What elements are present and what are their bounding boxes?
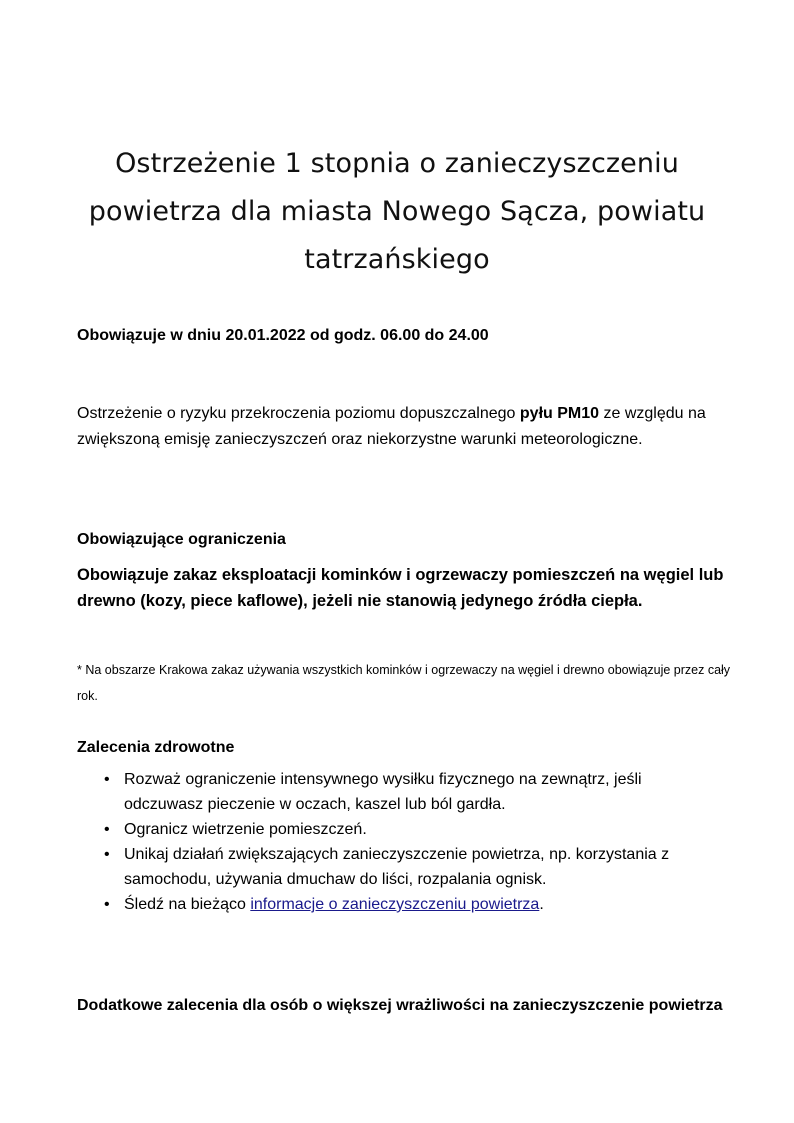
- list-item-text-before: Śledź na bieżąco: [124, 896, 251, 913]
- document-title: Ostrzeżenie 1 stopnia o zanieczyszczeniu powietrza dla miasta Nowego Sącza, powiatu tatrzańskiego: [88, 148, 706, 275]
- list-item: [100, 767, 700, 817]
- health-recommendations-list: [100, 767, 700, 917]
- restrictions-body: Obowiązuje zakaz eksploatacji kominków i ogrzewaczy pomieszczeń na węgiel lub drewno (kozy, piece kaflowe), jeżeli nie stanowią jedynego źródła ciepła.: [77, 566, 724, 610]
- list-item-text: Ogranicz wietrzenie pomieszczeń.: [124, 821, 367, 838]
- intro-text-after: ze względu na zwiększoną emisję zanieczyszczeń oraz niekorzystne warunki meteorologiczne.: [77, 405, 706, 448]
- bullet-icon: •: [104, 821, 110, 838]
- krakow-note: * Na obszarze Krakowa zakaz używania wszystkich kominków i ogrzewaczy na węgiel i drewno obowiązuje przez cały rok.: [77, 663, 731, 703]
- bullet-icon: •: [104, 846, 110, 863]
- list-item: [100, 817, 700, 842]
- validity-period: Obowiązuje w dniu 20.01.2022 od godz. 06.00 do 24.00: [77, 327, 489, 344]
- warning-intro: [77, 401, 727, 453]
- pollutant-name: pyłu PM10: [519, 405, 600, 422]
- list-item-text: Rozważ ograniczenie intensywnego wysiłku fizycznego na zewnątrz, jeśli odczuwasz pieczenie w oczach, kaszel lub ból gardła.: [124, 771, 642, 813]
- health-heading: Zalecenia zdrowotne: [77, 739, 235, 756]
- list-item: [100, 892, 700, 917]
- list-item: [100, 842, 700, 892]
- air-quality-info-link[interactable]: informacje o zanieczyszczeniu powietrza: [250, 896, 540, 913]
- additional-recommendations-heading: Dodatkowe zalecenia dla osób o większej wrażliwości na zanieczyszczenie powietrza: [77, 997, 723, 1014]
- bullet-icon: •: [104, 771, 110, 788]
- restrictions-heading: Obowiązujące ograniczenia: [77, 531, 286, 548]
- list-item-text: Unikaj działań zwiększających zanieczyszczenie powietrza, np. korzystania z samochodu, używania dmuchaw do liści, rozpalania ognisk.: [124, 846, 670, 888]
- intro-text-before: Ostrzeżenie o ryzyku przekroczenia poziomu dopuszczalnego: [77, 405, 520, 422]
- bullet-icon: •: [104, 896, 110, 913]
- list-item-text-after: .: [539, 896, 544, 913]
